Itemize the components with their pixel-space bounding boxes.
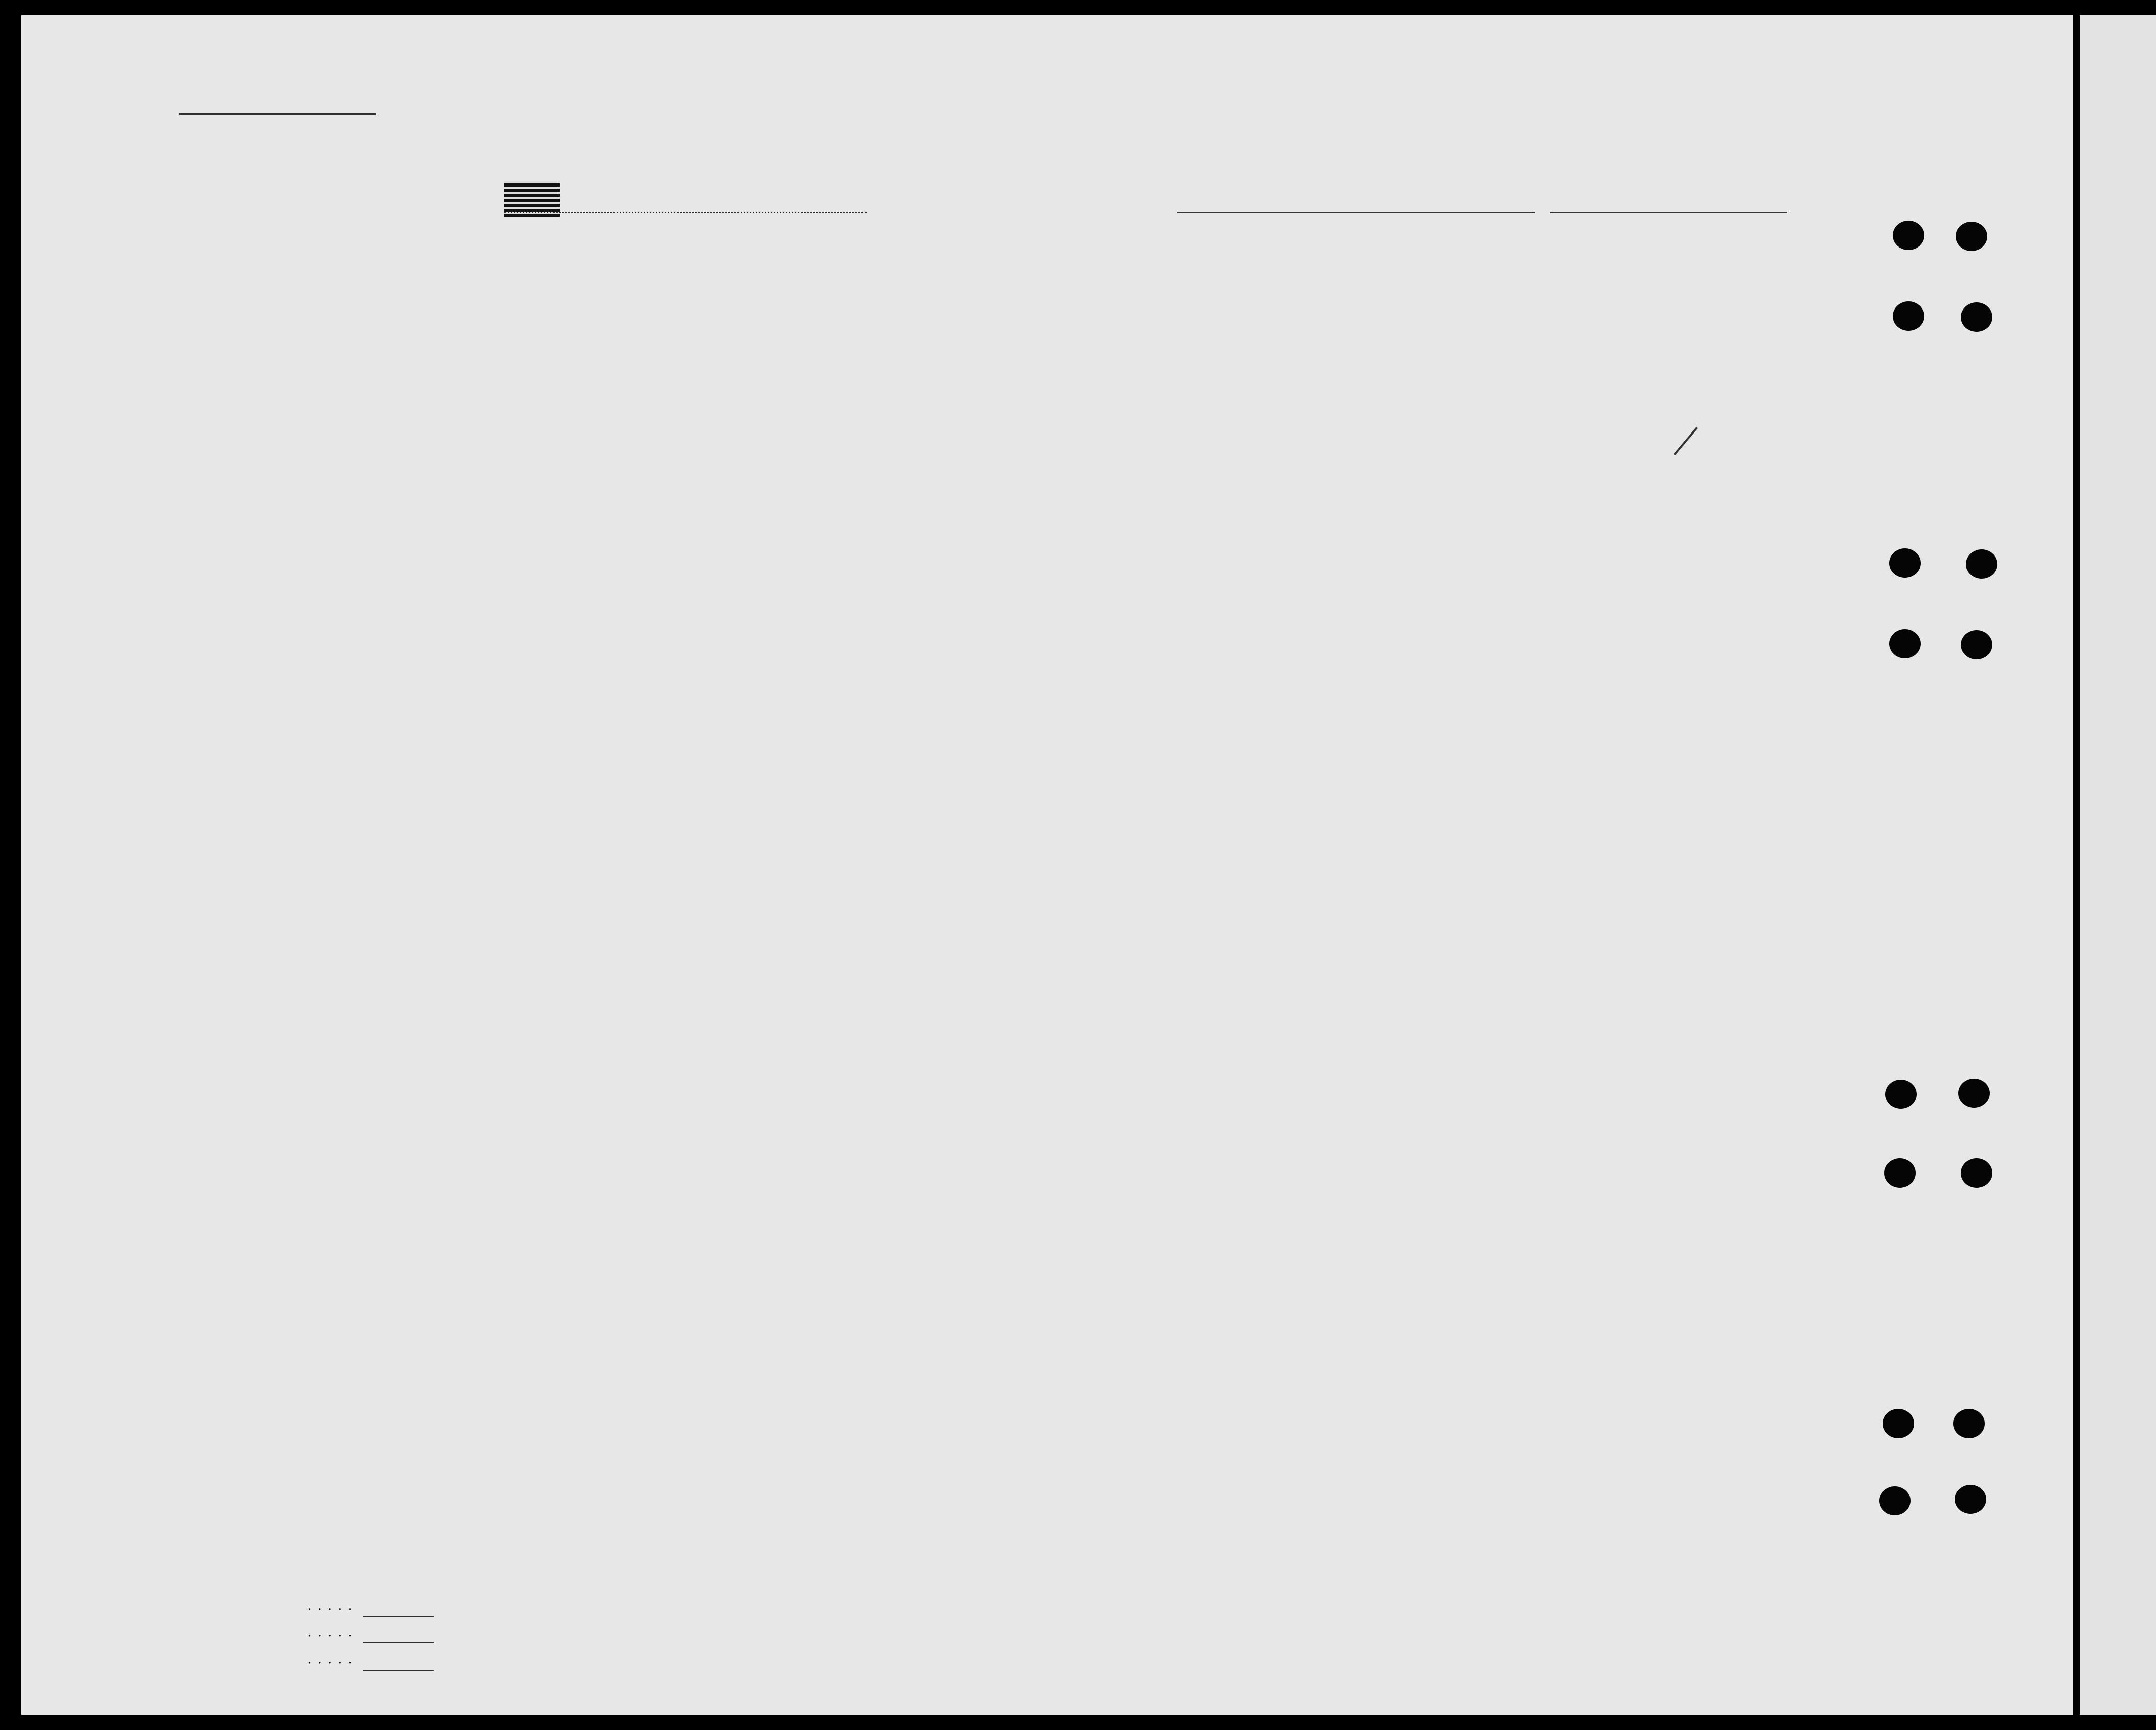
punch-hole bbox=[1953, 1409, 1985, 1438]
punch-hole bbox=[1879, 1486, 1911, 1515]
punch-hole bbox=[1958, 1079, 1990, 1108]
punch-hole bbox=[1955, 1485, 1986, 1514]
punch-hole bbox=[1885, 1080, 1917, 1109]
total-dots-2: · · · · · bbox=[307, 1630, 354, 1642]
total-line-2 bbox=[363, 1642, 434, 1643]
punch-hole bbox=[1883, 1409, 1914, 1438]
vessel-underline bbox=[504, 212, 867, 213]
punch-hole bbox=[1893, 221, 1924, 250]
date-underline bbox=[1550, 212, 1787, 213]
punch-hole bbox=[1889, 629, 1921, 658]
punch-hole bbox=[1961, 1158, 1992, 1188]
punch-hole bbox=[1956, 222, 1987, 251]
punch-hole bbox=[1889, 548, 1921, 578]
total-dots-3: · · · · · bbox=[307, 1657, 354, 1669]
total-dots-1: · · · · · bbox=[307, 1603, 354, 1615]
punch-hole bbox=[1961, 630, 1992, 659]
total-line-3 bbox=[363, 1670, 434, 1671]
punch-hole bbox=[1966, 549, 1997, 579]
total-line-1 bbox=[363, 1616, 434, 1617]
port-underline bbox=[1177, 212, 1535, 213]
punch-hole bbox=[1884, 1158, 1916, 1188]
punch-hole bbox=[1961, 302, 1992, 332]
list-underline bbox=[179, 113, 376, 115]
punch-hole bbox=[1893, 301, 1924, 331]
